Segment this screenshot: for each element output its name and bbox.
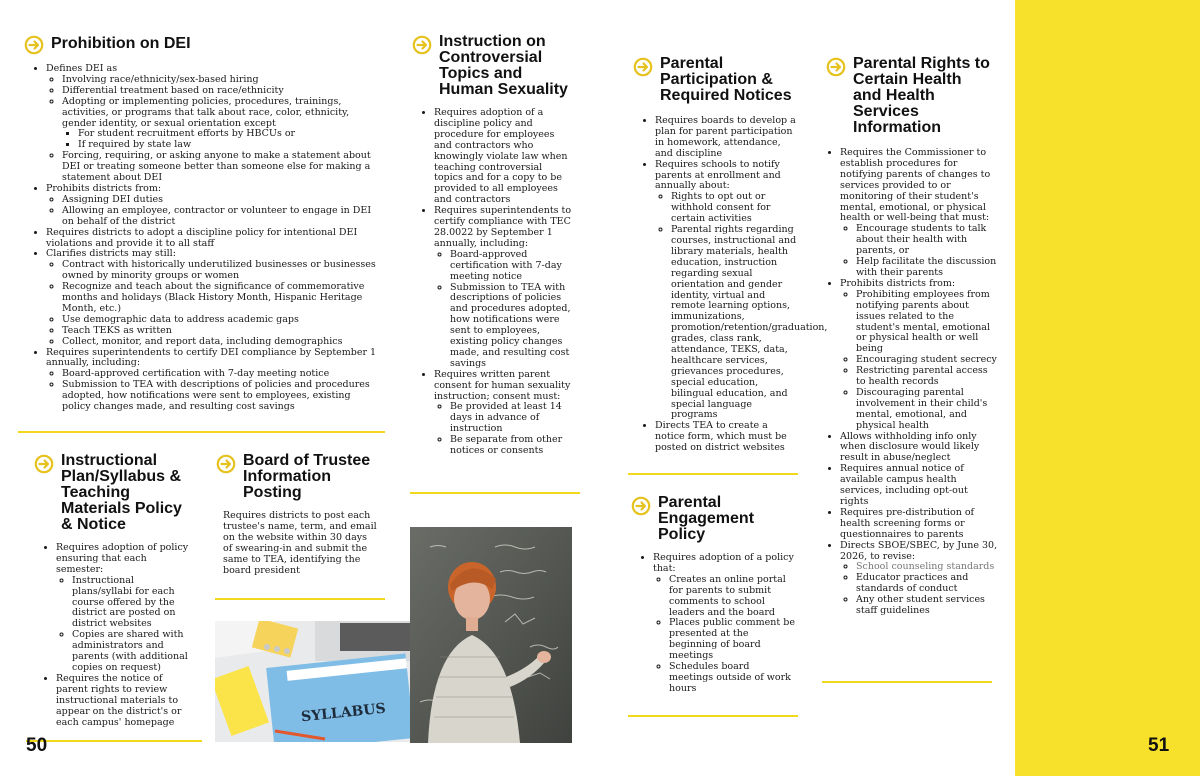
sub-bullet-item bbox=[62, 282, 380, 315]
bullet-text: Requires the notice of parent rights to review instructional materials to appear on the district's or each campus' homepage bbox=[56, 672, 182, 728]
bullet-text: Parental rights regarding courses, instructional and library materials, health education, instruction regarding sexual orientation and gender identity, virtual and remote learning options, immunizations, promotion/retention/graduation, grades, class rank, attendance, TEKS, data, healthcare services, grievances procedures, special education, bilingual education, and special language programs bbox=[671, 224, 828, 421]
sub-bullet-item bbox=[450, 402, 574, 435]
bullet-text: School counseling standards bbox=[856, 561, 995, 573]
sub-bullet-item bbox=[72, 630, 192, 674]
bullet-text: Recognize and teach about the significance of commemorative months and holidays (Black History Month, Hispanic Heritage Month, etc.) bbox=[62, 281, 365, 314]
bullet-item bbox=[434, 370, 574, 457]
bullet-text: Help facilitate the discussion with their parents bbox=[856, 256, 997, 278]
sub-bullet-item bbox=[62, 380, 380, 413]
bullet-text: Requires written parent consent for human sexuality instruction; consent must: bbox=[434, 368, 571, 402]
sub-bullet-item bbox=[450, 250, 574, 283]
bullet-text: Requires boards to develop a plan for parent participation in homework, attendance, and discipline bbox=[655, 115, 796, 159]
sub-list bbox=[46, 260, 380, 347]
sub-list bbox=[46, 195, 380, 228]
bullet-text: Rights to opt out or withhold consent for certain activities bbox=[671, 191, 771, 225]
bullet-item bbox=[46, 184, 380, 228]
bullet-text: Restricting parental access to health records bbox=[856, 365, 988, 388]
sub-bullet-item bbox=[72, 576, 192, 631]
sub-bullet-item bbox=[856, 224, 998, 257]
bullet-list bbox=[34, 543, 192, 728]
bullet-text: Involving race/ethnicity/sex-based hiring bbox=[62, 73, 259, 85]
section-title: Parental Participation & Required Notices bbox=[660, 55, 792, 104]
bullet-item bbox=[653, 553, 796, 695]
section-instructional-plan bbox=[34, 453, 192, 728]
arrow-circle-icon bbox=[631, 496, 651, 516]
bullet-text: Requires adoption of a discipline policy and procedure for employees and contractors who knowingly violate law when teaching controversial topics and for a copy to be provided to all employees and contractors bbox=[434, 107, 568, 206]
sub-bullet-item bbox=[856, 257, 998, 279]
bullet-text: Requires superintendents to certify compliance with TEC 28.0022 by September 1 annually, including: bbox=[434, 205, 572, 249]
bullet-item bbox=[46, 249, 380, 347]
bullet-item bbox=[56, 543, 192, 674]
bullet-text: Places public comment be presented at the beginning of board meetings bbox=[669, 617, 795, 662]
sub-list bbox=[653, 575, 796, 695]
bullet-item bbox=[655, 421, 798, 454]
bullet-item bbox=[840, 432, 998, 465]
section-title: Prohibition on DEI bbox=[51, 35, 191, 52]
bullet-text: Instructional plans/syllabi for each course offered by the district are posted on district websites bbox=[72, 574, 176, 630]
arrow-circle-icon bbox=[216, 454, 236, 474]
bullet-text: Any other student services staff guidelines bbox=[856, 594, 985, 617]
bullet-text: Be separate from other notices or consents bbox=[450, 434, 563, 457]
bullet-item bbox=[840, 148, 998, 279]
bullet-text: Submission to TEA with descriptions of policies and procedures adopted, how notifications were sent to employees, existing policy changes made, and resulting cost savings bbox=[450, 281, 571, 369]
bullet-text: Board-approved certification with 7-day meeting notice bbox=[450, 248, 562, 282]
section-title: Board of Trustee Information Posting bbox=[243, 452, 371, 501]
sub-list bbox=[56, 576, 192, 674]
bullet-item bbox=[840, 279, 998, 432]
bullet-text: Use demographic data to address academic gaps bbox=[62, 313, 299, 325]
page-number-right: 51 bbox=[1148, 735, 1170, 756]
arrow-circle-icon bbox=[633, 57, 653, 77]
bullet-text: For student recruitment efforts by HBCUs or bbox=[78, 128, 296, 140]
bullet-item bbox=[840, 508, 998, 541]
sub-bullet-item bbox=[62, 151, 380, 184]
section-title: Instruction on Controversial Topics and Human Sexuality bbox=[439, 33, 568, 98]
arrow-circle-icon bbox=[34, 454, 54, 474]
section-health-rights bbox=[826, 56, 998, 617]
bullet-text: Requires schools to notify parents at enrollment and annually about: bbox=[655, 158, 781, 192]
bullet-text: Prohibiting employees from notifying parents about issues related to the student's mental, emotional or physical health or well being bbox=[856, 288, 991, 355]
bullet-item bbox=[655, 158, 828, 422]
bullet-text: Discouraging parental involvement in their child's mental, emotional, and physical health bbox=[856, 386, 988, 431]
sub-bullet-item bbox=[671, 224, 828, 421]
body-text: Requires districts to post each trustee's name, term, and email on the website within 30 days of swearing-in and submit the same to TEA, identifying the board president bbox=[223, 510, 377, 576]
bullet-text: Be provided at least 14 days in advance of instruction bbox=[450, 401, 562, 435]
section-title: Instructional Plan/Syllabus & Teaching Materials Policy & Notice bbox=[61, 452, 182, 533]
bullet-text: Educator practices and standards of conduct bbox=[856, 572, 969, 595]
sub-bullet-item bbox=[669, 618, 796, 662]
sub-list bbox=[434, 250, 574, 370]
divider bbox=[26, 740, 202, 742]
sub-bullet-item bbox=[856, 573, 998, 595]
sub-bullet-item bbox=[856, 595, 998, 617]
teacher-photo bbox=[410, 527, 572, 743]
bullet-text: Directs TEA to create a notice form, which must be posted on district websites bbox=[655, 420, 787, 454]
sub-list bbox=[46, 75, 380, 184]
bullet-list bbox=[826, 148, 998, 617]
sub-bullet-item bbox=[450, 435, 574, 457]
page-number-left: 50 bbox=[26, 735, 48, 756]
sub-bullet-item bbox=[671, 192, 798, 225]
arrow-circle-icon bbox=[24, 35, 44, 55]
bullet-text: Requires districts to adopt a discipline policy for intentional DEI violations and provide it to all staff bbox=[46, 226, 358, 249]
divider bbox=[822, 681, 992, 683]
sub-bullet-item bbox=[62, 97, 380, 152]
bullet-text: Allows withholding info only when disclosure would likely result in abuse/neglect bbox=[840, 430, 980, 464]
yellow-side-panel bbox=[1015, 0, 1200, 776]
bullet-item bbox=[56, 674, 192, 729]
bullet-text: Defines DEI as bbox=[46, 63, 118, 74]
sub-bullet-item bbox=[669, 662, 796, 695]
sub-bullet-item bbox=[669, 575, 796, 619]
bullet-text: Contract with historically underutilized businesses or businesses owned by minority groups or women bbox=[62, 259, 376, 282]
divider bbox=[628, 715, 798, 717]
bullet-item bbox=[655, 116, 798, 160]
sub-bullet-item bbox=[856, 290, 998, 355]
section-board-of-trustee bbox=[216, 453, 378, 576]
bullet-item bbox=[46, 348, 380, 413]
bullet-text: Adopting or implementing policies, procedures, trainings, activities, or programs that talk about race, color, ethnicity, gender identity, or sexual orientation except bbox=[62, 95, 350, 129]
bullet-text: Copies are shared with administrators and parents (with additional copies on request) bbox=[72, 629, 188, 673]
section-title: Parental Engagement Policy bbox=[658, 494, 755, 543]
sub-bullet-item bbox=[450, 283, 574, 370]
bullet-text: Teach TEKS as written bbox=[62, 324, 172, 336]
syllabus-label: SYLLABUS bbox=[300, 700, 387, 726]
bullet-text: Schedules board meetings outside of work hours bbox=[669, 661, 791, 694]
bullet-item bbox=[840, 464, 998, 508]
sub-list bbox=[62, 129, 380, 151]
bullet-item bbox=[46, 64, 380, 184]
arrow-circle-icon bbox=[412, 35, 432, 55]
section-prohibition-on-dei bbox=[24, 34, 380, 413]
section-controversial-topics bbox=[412, 34, 574, 457]
bullet-text: Requires pre-distribution of health screening forms or questionnaires to parents bbox=[840, 506, 975, 540]
teacher-illustration bbox=[410, 527, 572, 743]
sub-list bbox=[434, 402, 574, 457]
sub-list bbox=[840, 562, 998, 617]
bullet-text: Prohibits districts from: bbox=[840, 277, 956, 289]
sub-bullet-item bbox=[856, 388, 998, 432]
sub-bullet-item bbox=[62, 260, 380, 282]
bullet-list bbox=[633, 115, 828, 454]
bullet-list bbox=[631, 553, 796, 695]
bullet-text: Board-approved certification with 7-day meeting notice bbox=[62, 368, 330, 380]
bullet-text: Encourage students to talk about their health with parents, or bbox=[856, 223, 987, 257]
section-title: Parental Rights to Certain Health and Health Services Information bbox=[853, 55, 990, 136]
section-parental-participation bbox=[633, 55, 828, 454]
bullet-text: Encouraging student secrecy bbox=[856, 354, 997, 366]
bullet-item bbox=[434, 206, 574, 370]
divider bbox=[628, 473, 798, 475]
bullet-item bbox=[840, 541, 998, 617]
bullet-text: Collect, monitor, and report data, including demographics bbox=[62, 335, 343, 347]
bullet-text: Requires the Commissioner to establish procedures for notifying parents of changes to services provided to or monitoring of their student's mental, emotional, or physical health or well-being that must: bbox=[840, 147, 991, 224]
bullet-text: Requires adoption of policy ensuring that each semester: bbox=[56, 542, 189, 575]
bullet-text: Allowing an employee, contractor or volunteer to engage in DEI on behalf of the district bbox=[62, 204, 372, 227]
bullet-item bbox=[46, 228, 380, 250]
sub-list bbox=[840, 224, 998, 279]
bullet-text: Forcing, requiring, or asking anyone to make a statement about DEI or treating someone better than someone else for making a statement about DEI bbox=[62, 150, 371, 184]
bullet-text: Differential treatment based on race/ethnicity bbox=[62, 84, 284, 96]
divider bbox=[215, 598, 385, 600]
sub-list bbox=[840, 290, 998, 432]
bullet-text: Directs SBOE/SBEC, by June 30, 2026, to revise: bbox=[840, 539, 998, 562]
arrow-circle-icon bbox=[826, 57, 846, 77]
sub-bullet-item bbox=[62, 206, 380, 228]
bullet-text: Assigning DEI duties bbox=[62, 193, 163, 205]
syllabus-photo bbox=[215, 621, 410, 742]
bullet-text: If required by state law bbox=[78, 139, 192, 151]
bullet-text: Requires adoption of a policy that: bbox=[653, 552, 794, 574]
sub-list bbox=[46, 369, 380, 413]
divider bbox=[410, 492, 580, 494]
bullet-list bbox=[412, 108, 574, 457]
bullet-text: Requires annual notice of available campus health services, including opt-out rights bbox=[840, 463, 968, 507]
bullet-text: Prohibits districts from: bbox=[46, 182, 162, 194]
bullet-list bbox=[24, 64, 380, 413]
sub-bullet-item bbox=[856, 366, 998, 388]
section-parental-engagement bbox=[631, 495, 796, 695]
bullet-text: Submission to TEA with descriptions of policies and procedures adopted, how notifications were sent to employees, existing policy changes made, and resulting cost savings bbox=[62, 379, 370, 413]
bullet-text: Clarifies districts may still: bbox=[46, 248, 176, 260]
bullet-text: Creates an online portal for parents to submit comments to school leaders and the board bbox=[669, 573, 786, 618]
sub-list bbox=[655, 191, 828, 421]
bullet-text: Requires superintendents to certify DEI compliance by September 1 annually, including: bbox=[46, 346, 377, 369]
bullet-item bbox=[434, 108, 574, 206]
divider bbox=[18, 431, 385, 433]
